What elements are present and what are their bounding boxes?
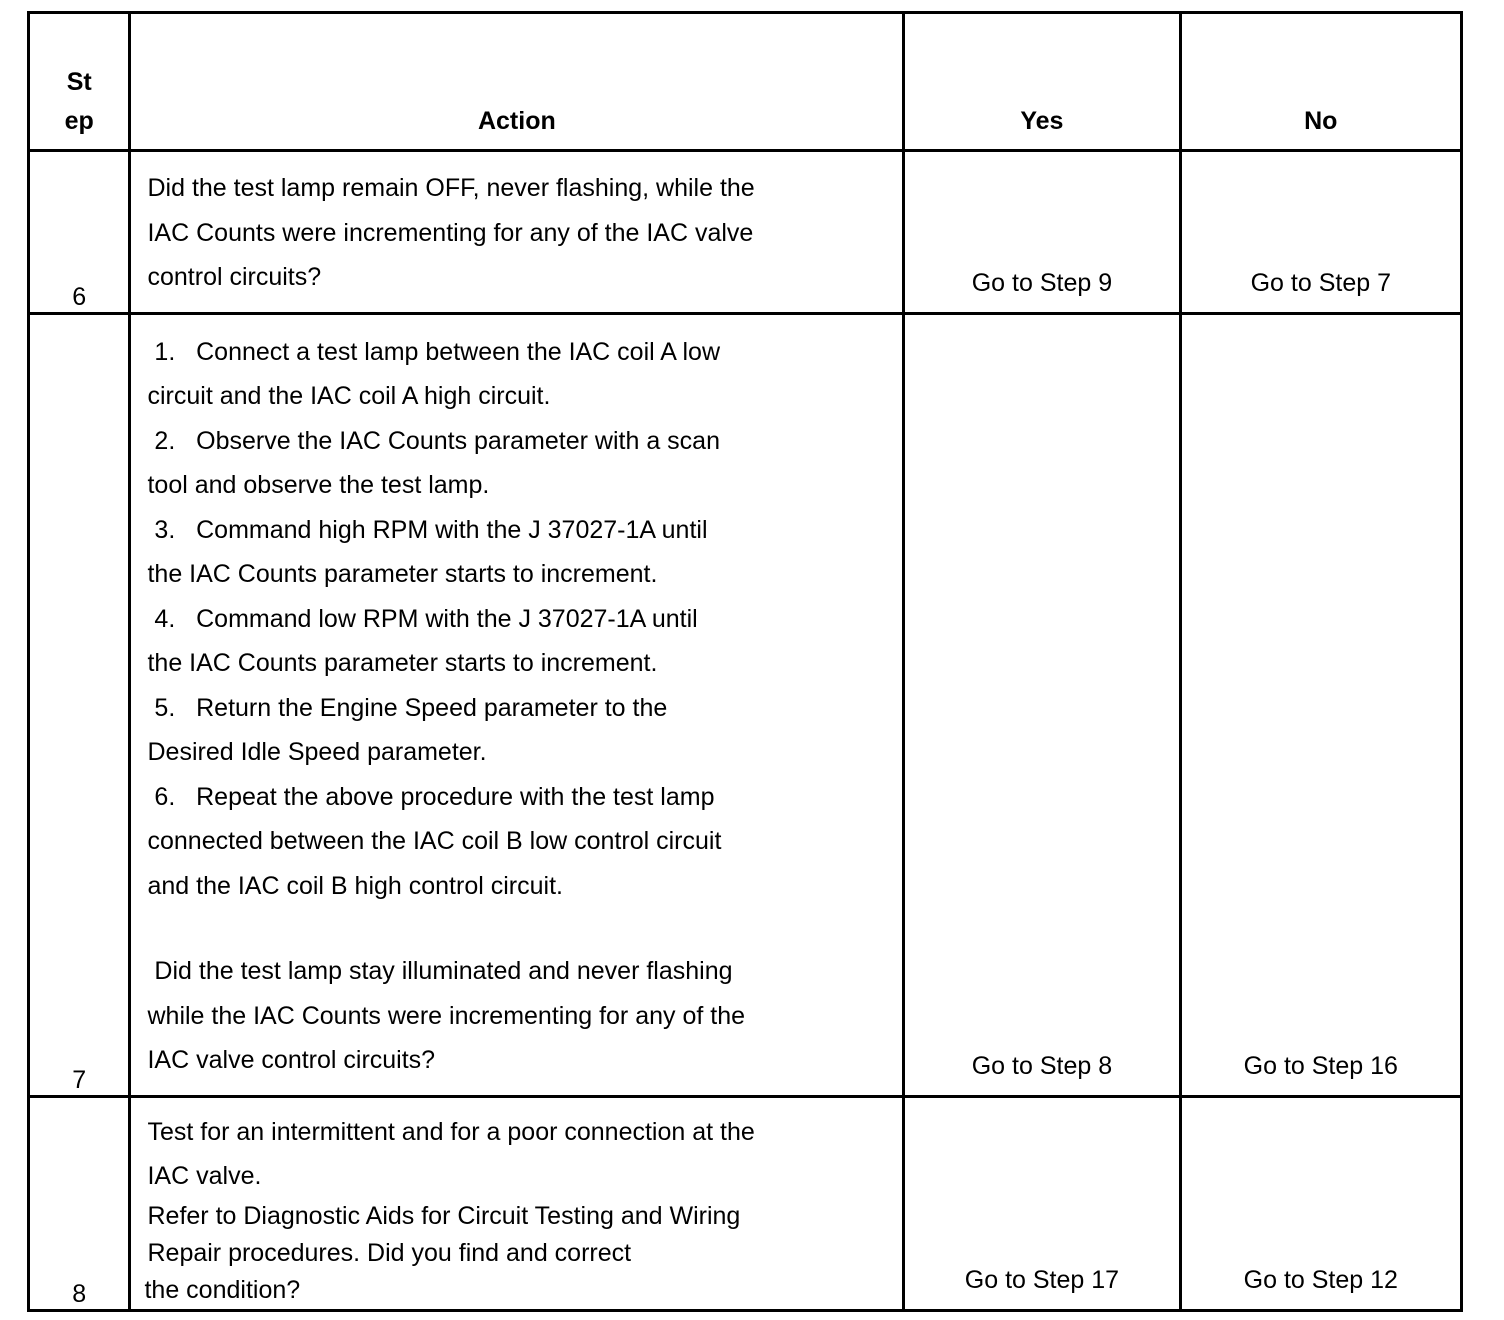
action-line: the IAC Counts parameter starts to increment. — [147, 649, 658, 677]
action-line: tool and observe the test lamp. — [147, 471, 490, 499]
no-result: Go to Step 7 — [1180, 151, 1461, 314]
action-line: Did the test lamp remain OFF, never flashing, while the — [147, 174, 755, 202]
action-line: circuit and the IAC coil A high circuit. — [147, 382, 551, 410]
action-cell — [130, 1096, 904, 1310]
action-line: Refer to Diagnostic Aids for Circuit Testing and Wiring — [147, 1201, 741, 1230]
action-cell — [130, 151, 904, 314]
action-line: 2. Observe the IAC Counts parameter with a scan — [147, 426, 720, 455]
step-number: 8 — [29, 1096, 130, 1310]
header-step — [29, 13, 130, 151]
header-no: No — [1180, 13, 1461, 151]
header-step-line2: ep — [64, 107, 94, 135]
action-line: Test for an intermittent and for a poor connection at the — [147, 1117, 755, 1146]
action-line: and the IAC coil B high control circuit. — [147, 871, 563, 900]
action-line: 1. Connect a test lamp between the IAC coil A low — [147, 337, 721, 366]
action-cell — [130, 313, 904, 1096]
table-row — [29, 1096, 1462, 1310]
step-number: 7 — [29, 313, 130, 1096]
header-row — [29, 13, 1462, 151]
header-yes: Yes — [904, 13, 1180, 151]
table-row — [29, 151, 1462, 314]
action-line: 6. Repeat the above procedure with the test lamp — [147, 782, 715, 811]
action-blank-line — [147, 908, 882, 949]
action-line: Repair procedures. Did you find and correct — [147, 1238, 632, 1267]
action-line: IAC valve. — [147, 1161, 262, 1190]
action-line: the IAC Counts parameter starts to increment. — [147, 560, 658, 588]
table-row — [29, 313, 1462, 1096]
action-line: 4. Command low RPM with the J 37027-1A until — [147, 604, 698, 633]
step-number: 6 — [29, 151, 130, 314]
action-line: 5. Return the Engine Speed parameter to the — [147, 693, 668, 722]
no-result: Go to Step 16 — [1180, 313, 1461, 1096]
header-action: Action — [130, 13, 904, 151]
yes-result: Go to Step 8 — [904, 313, 1180, 1096]
action-line: IAC Counts were incrementing for any of the IAC valve — [147, 218, 754, 247]
action-line: Desired Idle Speed parameter. — [147, 738, 487, 766]
action-line: IAC valve control circuits? — [147, 1046, 436, 1074]
diagnostic-table — [27, 11, 1463, 1312]
action-line: Did the test lamp stay illuminated and never flashing — [147, 957, 733, 985]
action-line: connected between the IAC coil B low control circuit — [147, 827, 722, 855]
yes-result: Go to Step 17 — [904, 1096, 1180, 1310]
no-result: Go to Step 12 — [1180, 1096, 1461, 1310]
action-line: the condition? — [144, 1275, 301, 1304]
yes-result: Go to Step 9 — [904, 151, 1180, 314]
action-line: while the IAC Counts were incrementing for any of the — [147, 1001, 746, 1030]
action-line: control circuits? — [147, 263, 322, 291]
action-line: 3. Command high RPM with the J 37027-1A until — [147, 515, 708, 544]
header-step-line1: St — [66, 68, 92, 96]
